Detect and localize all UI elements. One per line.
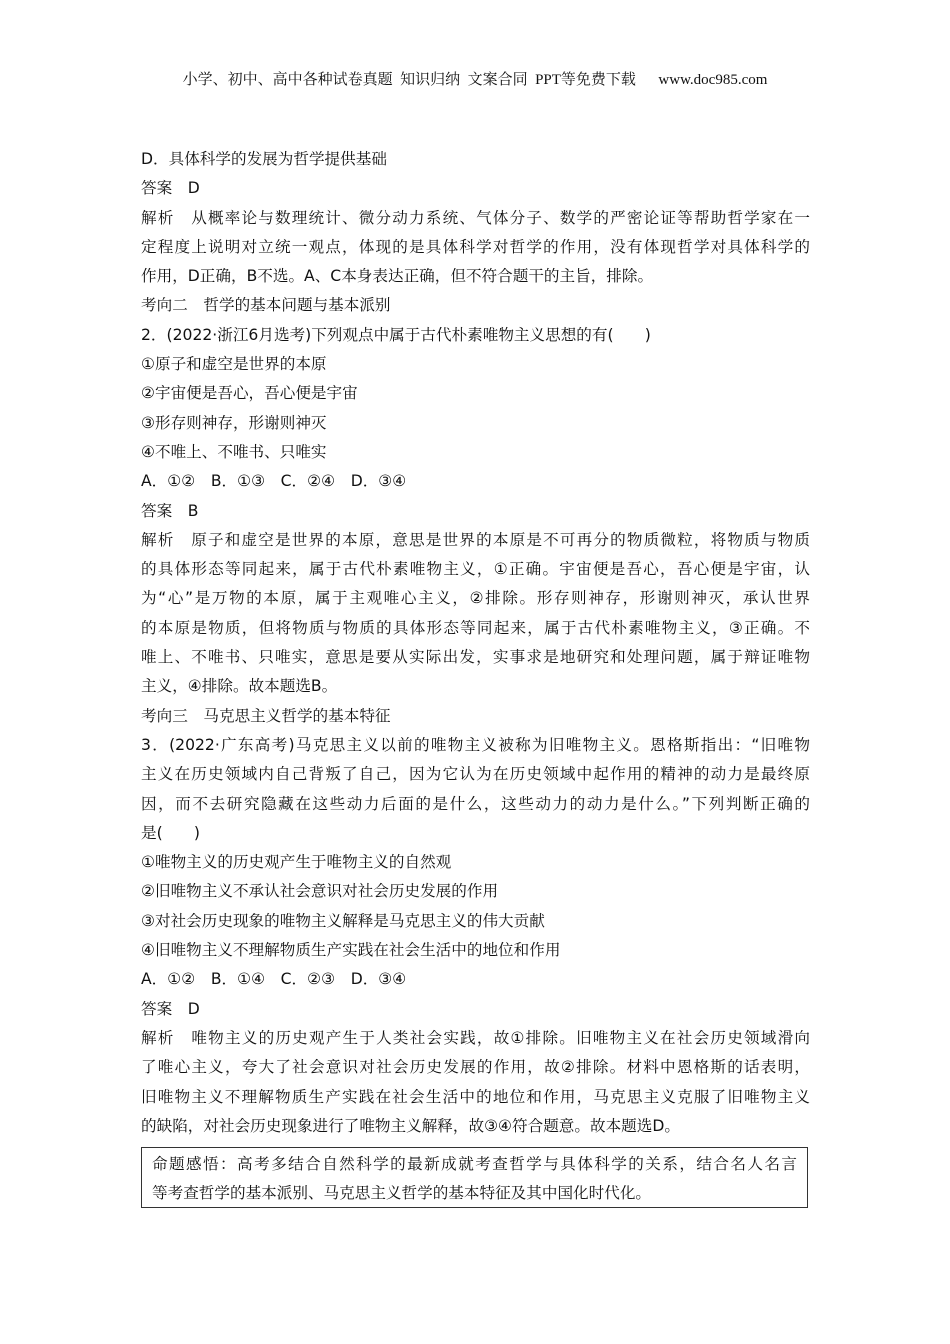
text-line: 答案 D bbox=[141, 179, 200, 198]
text-line: 是( ) bbox=[141, 823, 200, 842]
text-line: A．①② B．①④ C．②③ D．③④ bbox=[141, 970, 407, 989]
text-line: ①原子和虚空是世界的本原 bbox=[141, 355, 327, 374]
text-line: 的缺陷，对社会历史现象进行了唯物主义解释，故③④符合题意。故本题选D。 bbox=[141, 1116, 680, 1135]
text-line: 主义，④排除。故本题选B。 bbox=[141, 677, 338, 696]
text-line: 旧唯物主义不理解物质生产实践在社会生活中的地位和作用，马克思主义克服了旧唯物主义 bbox=[141, 1087, 810, 1106]
text-line: D．具体科学的发展为哲学提供基础 bbox=[141, 150, 387, 168]
text-line: 唯上、不唯书、只唯实，意思是要从实际出发，实事求是地研究和处理问题，属于辩证唯物 bbox=[141, 648, 810, 667]
text-line: ②宇宙便是吾心，吾心便是宇宙 bbox=[141, 384, 358, 403]
text-line: 了唯心主义，夸大了社会意识对社会历史发展的作用，故②排除。材料中恩格斯的话表明， bbox=[141, 1058, 810, 1077]
text-line: 为“心”是万物的本原，属于主观唯心主义，②排除。形存则神存，形谢则神灭，承认世界 bbox=[141, 589, 810, 608]
text-line: 作用，D正确，B不选。A、C本身表达正确，但不符合题干的主旨，排除。 bbox=[141, 267, 654, 286]
text-line: 的具体形态等同起来，属于古代朴素唯物主义，①正确。宇宙便是吾心，吾心便是宇宙，认 bbox=[141, 560, 810, 579]
text-line: ③对社会历史现象的唯物主义解释是马克思主义的伟大贡献 bbox=[141, 911, 545, 930]
text-line: 3．(2022·广东高考)马克思主义以前的唯物主义被称为旧唯物主义。恩格斯指出：“旧唯物 bbox=[141, 735, 810, 754]
text-lines bbox=[141, 145, 810, 1141]
note-box bbox=[141, 1147, 808, 1208]
text-line: ④旧唯物主义不理解物质生产实践在社会生活中的地位和作用 bbox=[141, 941, 561, 960]
text-line: 定程度上说明对立统一观点，体现的是具体科学对哲学的作用，没有体现哲学对具体科学的 bbox=[141, 237, 810, 256]
text-line: 解析 唯物主义的历史观产生于人类社会实践，故①排除。旧唯物主义在社会历史领域滑向 bbox=[141, 1028, 810, 1047]
text-line: 解析 原子和虚空是世界的本原，意思是世界的本原是不可再分的物质微粒，将物质与物质 bbox=[141, 530, 810, 549]
text-line: ①唯物主义的历史观产生于唯物主义的自然观 bbox=[141, 853, 452, 872]
text-line: 的本原是物质，但将物质与物质的具体形态等同起来，属于古代朴素唯物主义，③正确。不 bbox=[141, 618, 810, 637]
text-line: 主义在历史领域内自己背叛了自己，因为它认为在历史领域中起作用的精神的动力是最终原 bbox=[141, 765, 810, 784]
text-line: 解析 从概率论与数理统计、微分动力系统、气体分子、数学的严密论证等帮助哲学家在一 bbox=[141, 208, 810, 227]
note-line: 命题感悟：高考多结合自然科学的最新成就考查哲学与具体科学的关系，结合名人名言 bbox=[152, 1155, 797, 1174]
text-line: 答案 D bbox=[141, 999, 200, 1018]
text-line: ④不唯上、不唯书、只唯实 bbox=[141, 442, 327, 461]
text-line: 考向三 马克思主义哲学的基本特征 bbox=[141, 706, 391, 725]
document-body bbox=[141, 145, 810, 1208]
text-line: ③形存则神存，形谢则神灭 bbox=[141, 413, 327, 432]
text-line: 考向二 哲学的基本问题与基本派别 bbox=[141, 296, 391, 315]
page-header: 小学、初中、高中各种试卷真题 知识归纳 文案合同 PPT等免费下载 www.doc985.com bbox=[182, 72, 768, 88]
text-line: ②旧唯物主义不承认社会意识对社会历史发展的作用 bbox=[141, 882, 499, 901]
text-line: 2．(2022·浙江6月选考)下列观点中属于古代朴素唯物主义思想的有( ) bbox=[141, 325, 651, 344]
text-line: 答案 B bbox=[141, 501, 199, 520]
note-line: 等考查哲学的基本派别、马克思主义哲学的基本特征及其中国化时代化。 bbox=[152, 1183, 652, 1202]
text-line: 因，而不去研究隐藏在这些动力后面的是什么，这些动力的动力是什么。”下列判断正确的 bbox=[141, 794, 810, 813]
text-line: A．①② B．①③ C．②④ D．③④ bbox=[141, 472, 407, 491]
